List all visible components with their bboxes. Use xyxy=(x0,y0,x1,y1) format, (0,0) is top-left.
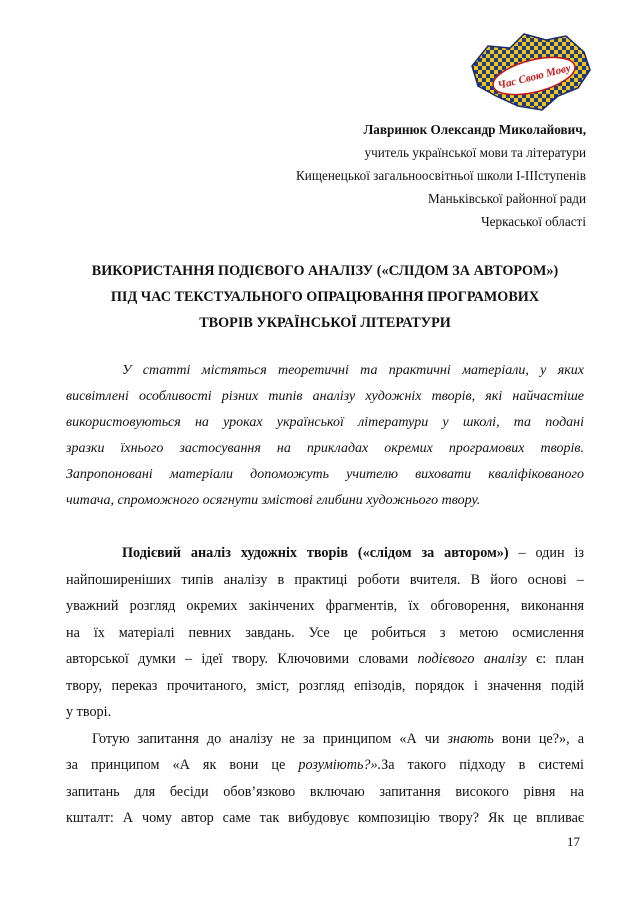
body-line: запитань для бесіди обов’язково включаю запитання високого рівня на xyxy=(66,783,584,800)
title-line: ВИКОРИСТАННЯ ПОДІЄВОГО АНАЛІЗУ («СЛІДОМ ЗА АВТОРОМ») xyxy=(91,263,559,279)
abstract-line: висвітлені особливості різних типів аналізу художніх творів, які найчастіше xyxy=(66,389,584,404)
body-line: за принципом «А як вони це розуміють?».За такого підходу в системі xyxy=(66,757,584,773)
title-line: ПІД ЧАС ТЕКСТУАЛЬНОГО ОПРАЦЮВАННЯ ПРОГРАМОВИХ xyxy=(110,289,540,305)
abstract-line: Запропоновані матеріали допоможуть учителю виховати кваліфікованого xyxy=(66,467,584,482)
article-title xyxy=(66,258,584,336)
author-block xyxy=(106,118,586,233)
logo-text: Час Свою Мову xyxy=(496,62,572,92)
author-position: учитель української мови та літератури xyxy=(364,145,586,160)
body-line: у творі. xyxy=(66,704,112,720)
body-text xyxy=(66,540,584,832)
page-number: 17 xyxy=(567,834,580,849)
title-line: ТВОРІВ УКРАЇНСЬКОЇ ЛІТЕРАТУРИ xyxy=(199,315,451,331)
body-line: найпоширеніших типів аналізу в практиці роботи вчителя. В його основі – xyxy=(66,571,584,588)
italic-term: подієвого аналізу xyxy=(417,651,527,667)
body-line: на їх матеріалі певних завдань. Усе це робиться з метою осмислення xyxy=(66,624,584,641)
italic-term: розуміють?». xyxy=(298,757,382,773)
body-line: авторської думки – ідеї твору. Ключовими словами подієвого аналізу є: план xyxy=(66,651,584,667)
bold-term: Подієвий аналіз художніх творів («слідом за автором») xyxy=(122,545,509,561)
abstract-line: У статті містяться теоретичні та практичні матеріали, у яких xyxy=(122,363,584,378)
author-district: Маньківської районної ради xyxy=(427,191,586,206)
body-line: Подієвий аналіз художніх творів («слідом за автором») – один із xyxy=(122,545,584,561)
body-line: кшталт: А чому автор саме так вибудовує композицію твору? Як це впливає xyxy=(66,810,584,826)
body-line: Готую запитання до аналізу не за принципом «А чи знають вони це?», а xyxy=(92,730,584,747)
abstract-line: зразки їхнього застосування на прикладах окремих програмових творів. xyxy=(66,441,584,456)
author-region: Черкаської області xyxy=(481,214,586,229)
body-line: твору, переказ прочитаного, зміст, розгляд епізодів, порядок і значення подій xyxy=(66,677,584,694)
logo-emblem xyxy=(466,26,594,120)
author-school: Кищенецької загальноосвітньої школи І-ІІІступенів xyxy=(296,168,586,183)
italic-term: знають xyxy=(447,730,494,747)
body-line: уважний розгляд окремих закінчених фрагментів, їх обговорення, виконання xyxy=(66,598,584,614)
abstract xyxy=(66,358,584,514)
abstract-line: використовуються на уроках української літератури у школі, та подані xyxy=(66,415,584,430)
abstract-line: читача, спроможного осягнути змістові глибини художнього твору. xyxy=(66,493,481,508)
author-name: Лавринюк Олександр Миколайович, xyxy=(363,122,586,137)
